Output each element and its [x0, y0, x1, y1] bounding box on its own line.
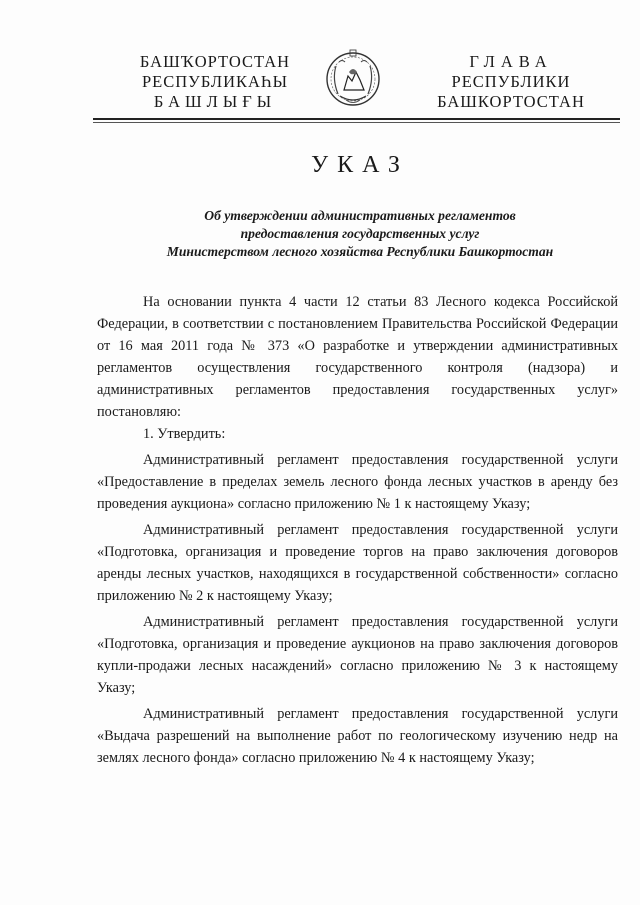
- header-left-line: БАШЛЫҒЫ: [153, 92, 277, 111]
- header-right-line: БАШКОРТОСТАН: [437, 92, 585, 111]
- body-paragraph: Административный регламент предоставления государственной услуги «Выдача разрешений на выполнение работ по геологическому изучению недр на землях лесного фонда» согласно приложению № 4 к настоящему Указу;: [97, 706, 618, 766]
- header-left-line: БАШҠОРТОСТАН: [139, 52, 291, 71]
- body-paragraph: 1. Утвердить:: [143, 426, 226, 442]
- header-divider: [93, 118, 620, 120]
- body-paragraph: Административный регламент предоставления государственной услуги «Подготовка, организация и проведение аукционов на право заключения договоров купли-продажи лесных насаждений» согласно приложению № 3 к настоящему Указу;: [97, 614, 618, 696]
- document-body: [97, 291, 618, 769]
- body-paragraph: Административный регламент предоставления государственной услуги «Подготовка, организация и проведение торгов на право заключения договоров аренды лесных участков, находящихся в государственной собственности» согласно приложению № 2 к настоящему Указу;: [97, 522, 618, 604]
- subject-line: предоставления государственных услуг: [240, 226, 480, 241]
- header-right-line: РЕСПУБЛИКИ: [451, 72, 571, 91]
- body-paragraph: На основании пункта 4 части 12 статьи 83 Лесного кодекса Российской Федерации, в соответствии с постановлением Правительства Российской Федерации от 16 мая 2011 года № 373 «О разработке и утверждении административных регламентов осуществления государственного контроля (надзора) и административных регламентов предоставления государственных услуг» постановляю:: [97, 294, 618, 420]
- document-subject: [100, 207, 620, 261]
- subject-line: Об утверждении административных регламентов: [204, 208, 516, 223]
- body-paragraph: Административный регламент предоставления государственной услуги «Предоставление в пределах земель лесного фонда лесных участков в аренду без проведения аукциона» согласно приложению № 1 к настоящему Указу;: [97, 452, 618, 512]
- header-right-line: ГЛАВА: [469, 52, 553, 71]
- coat-of-arms-icon: [322, 46, 384, 112]
- subject-line: Министерством лесного хозяйства Республики Башкортостан: [166, 244, 554, 259]
- header-bashkir-title: [130, 52, 300, 112]
- document-title: УКАЗ: [311, 152, 409, 178]
- header-left-line: РЕСПУБЛИКАҺЫ: [141, 72, 289, 91]
- header-divider-thin: [93, 122, 620, 123]
- header-russian-title: [426, 52, 596, 112]
